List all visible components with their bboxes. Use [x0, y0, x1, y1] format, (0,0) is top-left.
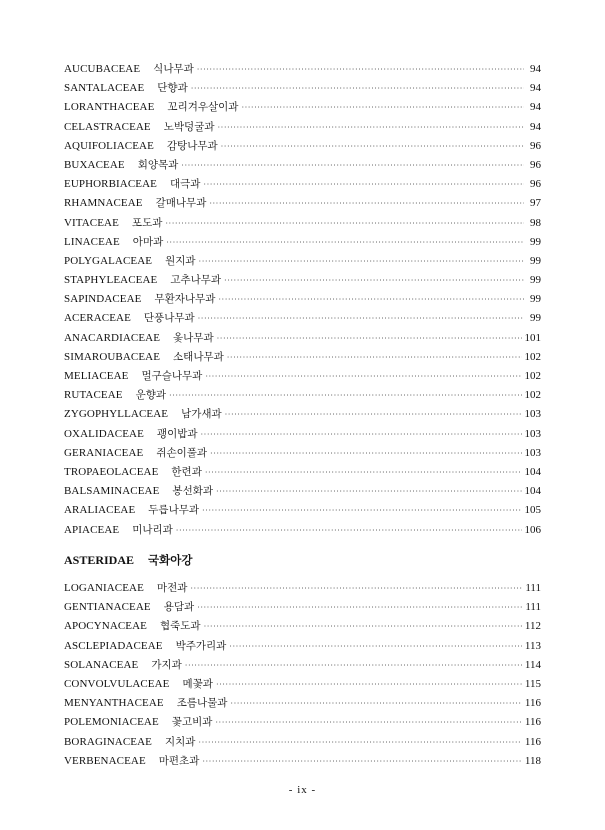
family-latin-name: GERANIACEAE — [64, 446, 144, 459]
toc-section-asteridae — [64, 551, 541, 771]
dot-leader — [218, 290, 524, 309]
family-korean-name: 소태나무과 — [173, 350, 224, 363]
toc-entry — [64, 482, 541, 501]
page-number: 103 — [524, 446, 541, 459]
toc-entry — [64, 118, 541, 137]
dot-leader — [202, 501, 522, 520]
toc-entry — [64, 367, 541, 386]
family-korean-name: 마전과 — [156, 582, 188, 594]
dot-leader — [201, 425, 522, 444]
family-korean-name: 괭이밥과 — [156, 427, 198, 440]
toc-entry — [64, 348, 541, 367]
toc-list-group-1 — [64, 60, 541, 540]
family-korean-name: 원지과 — [165, 254, 196, 267]
family-korean-name: 운향과 — [135, 389, 167, 402]
family-korean-name: 봉선화과 — [172, 485, 213, 498]
page-number: 102 — [524, 350, 541, 363]
dot-leader — [210, 444, 521, 463]
toc-entry — [64, 444, 541, 463]
page-number: 118 — [524, 754, 541, 767]
family-latin-name: LINACEAE — [64, 235, 120, 248]
toc-entry — [64, 175, 541, 194]
family-korean-name: 메꽃과 — [182, 677, 213, 690]
dot-leader — [224, 271, 524, 290]
family-korean-name: 갈매나무과 — [155, 197, 207, 210]
dot-leader — [204, 617, 522, 636]
family-latin-name: BORAGINACEAE — [64, 735, 152, 748]
page-number: 111 — [525, 601, 541, 614]
section-heading — [64, 551, 541, 570]
toc-entry — [64, 656, 541, 675]
page-number: 115 — [524, 677, 541, 690]
family-korean-name: 노박덩굴과 — [163, 120, 215, 133]
dot-leader — [191, 79, 524, 98]
family-korean-name: 대극과 — [169, 178, 201, 191]
dot-leader — [165, 214, 524, 233]
dot-leader — [215, 713, 522, 732]
family-korean-name: 무환자나무과 — [154, 293, 216, 306]
family-korean-name: 꽃고비과 — [171, 716, 213, 729]
toc-entry — [64, 713, 541, 732]
page-number: 99 — [530, 274, 541, 287]
dot-leader — [227, 348, 522, 367]
page-number: 96 — [530, 178, 541, 191]
page-number: 102 — [524, 370, 541, 382]
family-latin-name: POLYGALACEAE — [64, 254, 153, 267]
toc-entry — [64, 271, 541, 290]
family-latin-name: APIACEAE — [64, 523, 120, 536]
page-number: 116 — [524, 697, 541, 710]
family-latin-name: SAPINDACEAE — [64, 293, 142, 306]
family-korean-name: 고추나무과 — [170, 274, 222, 287]
page-number: 97 — [530, 197, 541, 210]
page-number: 94 — [530, 63, 541, 75]
page-number: 116 — [524, 716, 541, 729]
page-number: 104 — [524, 465, 541, 478]
dot-leader — [217, 118, 524, 137]
family-korean-name: 지치과 — [164, 735, 196, 748]
page-number: 104 — [524, 485, 541, 498]
family-korean-name: 조름나물과 — [176, 697, 228, 710]
page-number: 96 — [530, 158, 541, 171]
family-latin-name: STAPHYLEACEAE — [64, 274, 158, 287]
toc-entry — [64, 598, 541, 617]
toc-entry — [64, 733, 541, 752]
family-korean-name: 옻나무과 — [173, 331, 214, 344]
toc-entry — [64, 98, 541, 117]
family-latin-name: LOGANIACEAE — [64, 582, 144, 594]
family-latin-name: ASCLEPIADACEAE — [64, 639, 163, 652]
page-number: 101 — [524, 331, 541, 344]
dot-leader — [169, 386, 521, 405]
page-number: 99 — [530, 293, 541, 306]
page-number: 114 — [524, 658, 541, 671]
dot-leader — [241, 98, 524, 117]
page-number: 112 — [524, 620, 541, 633]
family-latin-name: APOCYNACEAE — [64, 620, 147, 633]
dot-leader — [230, 694, 522, 713]
dot-leader — [197, 598, 522, 617]
toc-entry — [64, 233, 541, 252]
family-latin-name: MENYANTHACEAE — [64, 697, 164, 710]
page-number: 96 — [530, 139, 541, 152]
dot-leader — [205, 463, 522, 482]
family-latin-name: POLEMONIACEAE — [64, 716, 159, 729]
dot-leader — [216, 675, 522, 694]
family-latin-name: RUTACEAE — [64, 389, 123, 402]
dot-leader — [181, 156, 524, 175]
toc-entry — [64, 637, 541, 656]
toc-entry — [64, 694, 541, 713]
family-latin-name: OXALIDACEAE — [64, 427, 144, 440]
page-number: 105 — [524, 504, 541, 517]
family-latin-name: GENTIANACEAE — [64, 601, 151, 614]
family-latin-name: RHAMNACEAE — [64, 197, 143, 210]
family-korean-name: 용담과 — [163, 601, 195, 614]
family-korean-name: 단풍나무과 — [143, 312, 195, 325]
family-korean-name: 남가새과 — [181, 408, 222, 421]
family-korean-name: 감탕나무과 — [166, 139, 218, 152]
family-korean-name: 협죽도과 — [160, 620, 201, 633]
dot-leader — [209, 194, 524, 213]
family-latin-name: VERBENACEAE — [64, 754, 146, 767]
family-latin-name: SANTALACEAE — [64, 82, 145, 95]
toc-entry — [64, 463, 541, 482]
toc-entry — [64, 617, 541, 636]
page-number: 113 — [524, 639, 541, 652]
page-number: 103 — [524, 427, 541, 440]
family-korean-name: 식나무과 — [153, 63, 194, 75]
family-korean-name: 가지과 — [151, 658, 182, 671]
family-latin-name: AUCUBACEAE — [64, 63, 141, 75]
toc-entry — [64, 214, 541, 233]
family-latin-name: BALSAMINACEAE — [64, 485, 160, 498]
family-latin-name: MELIACEAE — [64, 370, 129, 382]
toc-entry — [64, 579, 541, 598]
dot-leader — [198, 733, 521, 752]
section-heading-korean: 국화아강 — [148, 553, 193, 567]
dot-leader — [221, 137, 524, 156]
family-latin-name: LORANTHACEAE — [64, 101, 155, 114]
page-number: 98 — [530, 216, 541, 229]
dot-leader — [176, 521, 522, 540]
dot-leader — [217, 329, 522, 348]
page-number: 111 — [525, 582, 541, 594]
toc-entry — [64, 137, 541, 156]
toc-entry — [64, 252, 541, 271]
family-latin-name: SIMAROUBACEAE — [64, 350, 161, 363]
toc-entry — [64, 386, 541, 405]
page-number: 94 — [530, 82, 541, 95]
family-korean-name: 멀구슬나무과 — [141, 370, 203, 382]
family-korean-name: 아마과 — [132, 235, 164, 248]
dot-leader — [197, 60, 524, 79]
toc-entry — [64, 752, 541, 771]
page-number: 102 — [524, 389, 541, 402]
dot-leader — [205, 367, 521, 386]
page-number: 116 — [524, 735, 541, 748]
dot-leader — [199, 252, 524, 271]
page-number: 99 — [530, 312, 541, 325]
page-number-footer: - ix - — [288, 784, 317, 796]
dot-leader — [185, 656, 522, 675]
family-latin-name: TROPAEOLACEAE — [64, 465, 159, 478]
page-number: 106 — [524, 523, 541, 536]
family-korean-name: 회양목과 — [137, 158, 179, 171]
dot-leader — [190, 579, 522, 598]
family-korean-name: 마편초과 — [158, 754, 200, 767]
toc-entry — [64, 329, 541, 348]
family-latin-name: ARALIACEAE — [64, 504, 136, 517]
page-number: 94 — [530, 120, 541, 133]
family-korean-name: 쥐손이풀과 — [156, 446, 208, 459]
toc-entry — [64, 501, 541, 520]
page-number: 103 — [524, 408, 541, 421]
family-korean-name: 한련과 — [171, 465, 202, 478]
family-latin-name: AQUIFOLIACEAE — [64, 139, 154, 152]
toc-entry — [64, 60, 541, 79]
dot-leader — [166, 233, 524, 252]
family-latin-name: ANACARDIACEAE — [64, 331, 161, 344]
family-korean-name: 두릅나무과 — [148, 504, 199, 517]
toc-entry — [64, 194, 541, 213]
dot-leader — [225, 405, 522, 424]
family-latin-name: VITACEAE — [64, 216, 119, 229]
family-latin-name: EUPHORBIACEAE — [64, 178, 157, 191]
toc-entry — [64, 675, 541, 694]
section-heading-latin: ASTERIDAE — [64, 553, 135, 567]
toc-entry — [64, 156, 541, 175]
family-latin-name: SOLANACEAE — [64, 658, 139, 671]
toc-entry — [64, 405, 541, 424]
family-korean-name: 박주가리과 — [175, 639, 227, 652]
dot-leader — [202, 752, 522, 771]
family-latin-name: CELASTRACEAE — [64, 120, 151, 133]
dot-leader — [229, 637, 522, 656]
page-number: 99 — [530, 235, 541, 248]
dot-leader — [203, 175, 524, 194]
family-latin-name: ACERACEAE — [64, 312, 131, 325]
family-latin-name: CONVOLVULACEAE — [64, 677, 170, 690]
family-latin-name: ZYGOPHYLLACEAE — [64, 408, 169, 421]
dot-leader — [198, 309, 524, 328]
toc-list-group-2 — [64, 579, 541, 771]
toc-entry — [64, 290, 541, 309]
toc-entry — [64, 521, 541, 540]
page-number: 99 — [530, 254, 541, 267]
toc-entry — [64, 425, 541, 444]
family-latin-name: BUXACEAE — [64, 158, 125, 171]
family-korean-name: 미나리과 — [132, 523, 173, 536]
toc-entry — [64, 79, 541, 98]
family-korean-name: 꼬리겨우살이과 — [167, 101, 239, 114]
family-korean-name: 포도과 — [131, 216, 163, 229]
toc-entry — [64, 309, 541, 328]
family-korean-name: 단향과 — [157, 82, 188, 95]
dot-leader — [216, 482, 522, 501]
page-number: 94 — [530, 101, 541, 114]
